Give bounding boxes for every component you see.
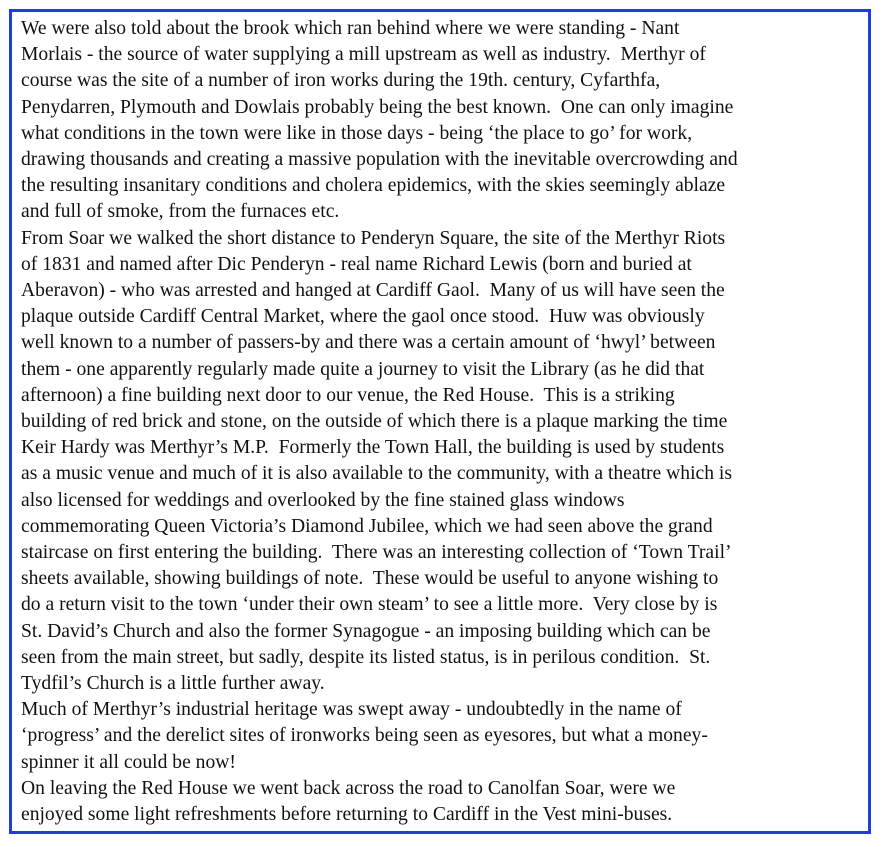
text-line: sheets available, showing buildings of note. These would be useful to anyone wishing to — [21, 568, 719, 590]
text-line: course was the site of a number of iron works during the 19th. century, Cyfarthfa, — [21, 70, 661, 92]
text-line: Morlais - the source of water supplying a mill upstream as well as industry. Merthyr of — [21, 44, 706, 66]
text-line: Tydfil’s Church is a little further away. — [21, 673, 325, 695]
text-line: afternoon) a fine building next door to our venue, the Red House. This is a striking — [21, 384, 675, 406]
text-line: also licensed for weddings and overlooked by the fine stained glass windows — [21, 489, 625, 511]
text-line: them - one apparently regularly made quite a journey to visit the Library (as he did that — [21, 358, 705, 380]
paragraph-penderyn-square — [21, 226, 871, 698]
article-body — [21, 16, 871, 828]
text-line: Penydarren, Plymouth and Dowlais probably being the best known. One can only imagine — [21, 96, 734, 118]
text-line: plaque outside Cardiff Central Market, where the gaol once stood. Huw was obviously — [21, 306, 705, 328]
text-line: what conditions in the town were like in those days - being ‘the place to go’ for work, — [21, 122, 693, 144]
article-frame — [9, 9, 871, 834]
text-line: and full of smoke, from the furnaces etc. — [21, 201, 340, 223]
paragraph-industrial-heritage — [21, 697, 871, 776]
text-line: seen from the main street, but sadly, despite its listed status, is in perilous condition. St. — [21, 646, 711, 668]
text-line: commemorating Queen Victoria’s Diamond Jubilee, which we had seen above the grand — [21, 515, 713, 537]
text-line: building of red brick and stone, on the outside of which there is a plaque marking the time — [21, 411, 728, 433]
text-line: do a return visit to the town ‘under their own steam’ to see a little more. Very close by is — [21, 594, 718, 616]
text-line: From Soar we walked the short distance to Penderyn Square, the site of the Merthyr Riots — [21, 227, 726, 249]
text-line: St. David’s Church and also the former Synagogue - an imposing building which can be — [21, 620, 711, 642]
paragraph-brook — [21, 16, 871, 226]
text-line: On leaving the Red House we went back across the road to Canolfan Soar, were we — [21, 777, 676, 799]
text-line: well known to a number of passers-by and there was a certain amount of ‘hwyl’ between — [21, 332, 716, 354]
text-line: staircase on first entering the building. There was an interesting collection of ‘Town Trail’ — [21, 542, 732, 564]
text-line: drawing thousands and creating a massive population with the inevitable overcrowding and — [21, 149, 738, 171]
text-line: Keir Hardy was Merthyr’s M.P. Formerly the Town Hall, the building is used by students — [21, 437, 725, 459]
text-line: the resulting insanitary conditions and cholera epidemics, with the skies seemingly ablaze — [21, 175, 726, 197]
text-line: of 1831 and named after Dic Penderyn - real name Richard Lewis (born and buried at — [21, 253, 692, 275]
text-line: Aberavon) - who was arrested and hanged at Cardiff Gaol. Many of us will have seen the — [21, 280, 725, 302]
paragraph-leaving — [21, 776, 871, 828]
text-line: spinner it all could be now! — [21, 751, 236, 773]
text-line: ‘progress’ and the derelict sites of ironworks being seen as eyesores, but what a money- — [21, 725, 708, 747]
text-line: Much of Merthyr’s industrial heritage was swept away - undoubtedly in the name of — [21, 699, 682, 721]
text-line: We were also told about the brook which ran behind where we were standing - Nant — [21, 18, 680, 39]
text-line: as a music venue and much of it is also available to the community, with a theatre which is — [21, 463, 732, 485]
text-line: enjoyed some light refreshments before returning to Cardiff in the Vest mini-buses. — [21, 804, 673, 826]
